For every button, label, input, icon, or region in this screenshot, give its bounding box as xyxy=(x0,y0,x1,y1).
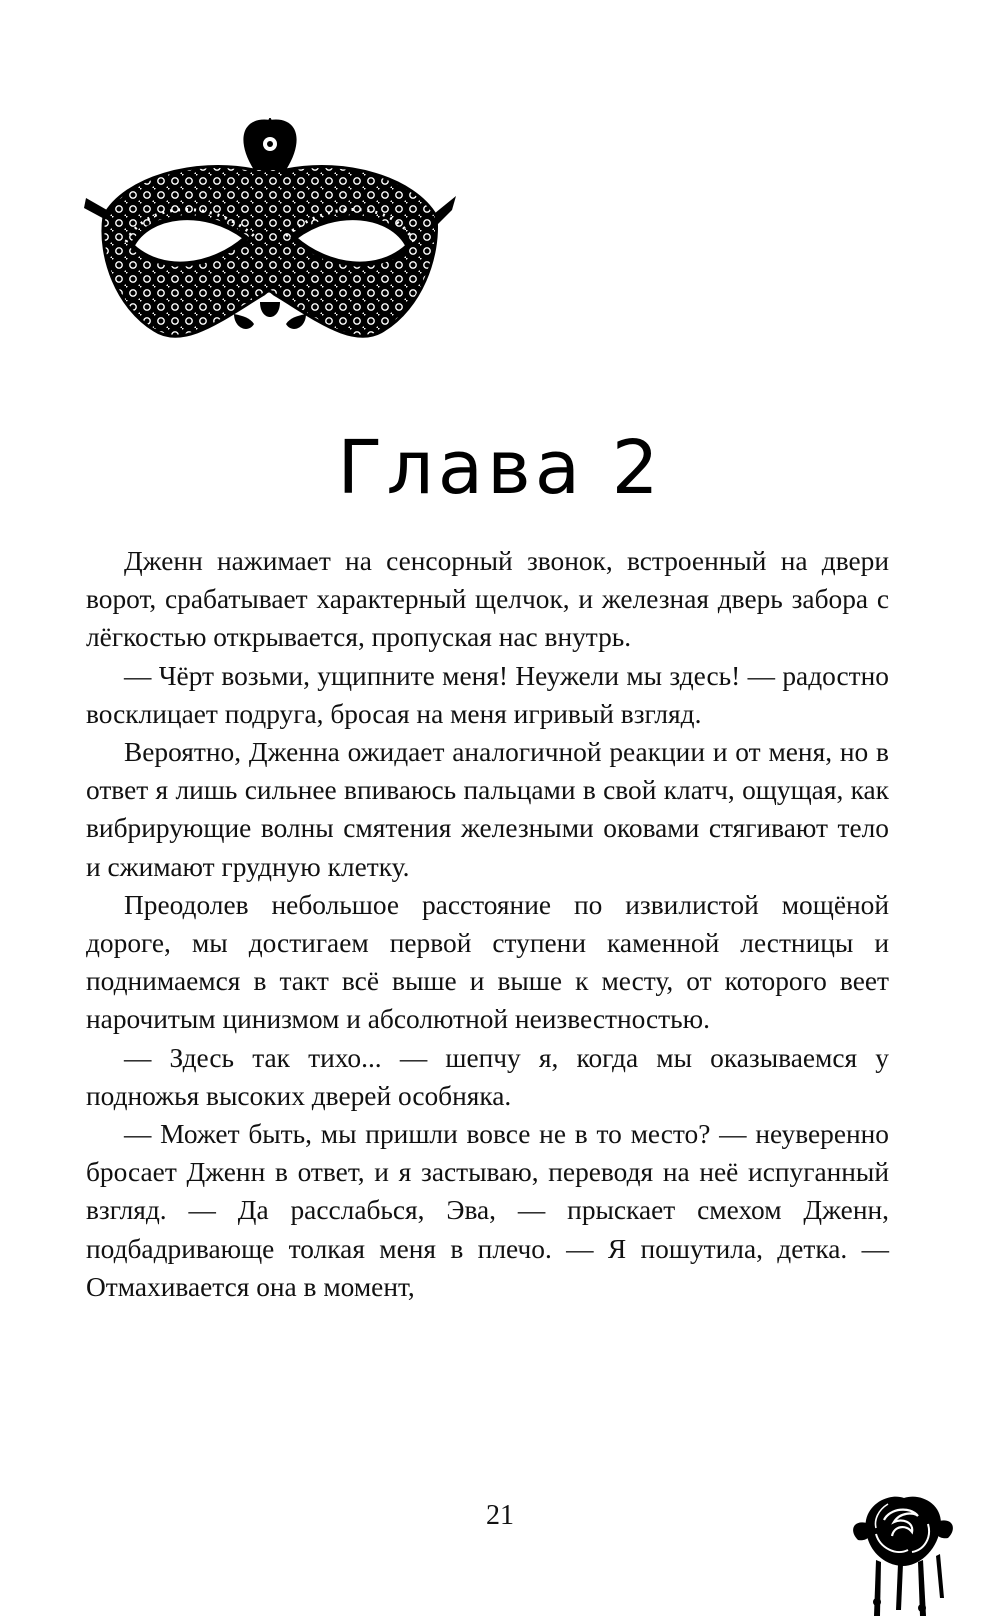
chapter-body xyxy=(86,542,889,1306)
masquerade-mask-icon xyxy=(84,118,456,350)
paragraph: — Может быть, мы пришли вовсе не в то место? — неуверенно бросает Дженн в ответ, и я застываю, переводя на неё испуганный взгляд. — Да расслабься, Эва, — прыскает смехом Дженн, подбадривающе толкая меня в плечо. — Я пошутила, детка. — Отмахивается она в момент, xyxy=(86,1119,889,1302)
rose-icon xyxy=(848,1490,958,1616)
paragraph: Вероятно, Дженна ожидает аналогичной реакции и от меня, но в ответ я лишь сильнее впиваюсь пальцами в свой клатч, ощущая, как вибрирующие волны смятения железными оковами стягивают тело и сжимают грудную клетку. xyxy=(86,737,889,882)
page-number: 21 xyxy=(486,1500,514,1531)
paragraph: — Здесь так тихо... — шепчу я, когда мы оказываемся у подножья высоких дверей особняка. xyxy=(86,1042,889,1111)
paragraph: — Чёрт возьми, ущипните меня! Неужели мы здесь! — радостно восклицает подруга, бросая на меня игривый взгляд. xyxy=(86,660,889,729)
chapter-title: Глава 2 xyxy=(337,425,663,511)
paragraph: Дженн нажимает на сенсорный звонок, встроенный на двери ворот, срабатывает характерный щелчок, и железная дверь забора с лёгкостью открывается, пропуская нас внутрь. xyxy=(86,546,889,653)
paragraph: Преодолев небольшое расстояние по извилистой мощёной дороге, мы достигаем первой ступени каменной лестницы и поднимаемся в такт всё выше и выше к месту, от которого веет нарочитым цинизмом и абсолютной неизвестностью. xyxy=(86,889,889,1035)
